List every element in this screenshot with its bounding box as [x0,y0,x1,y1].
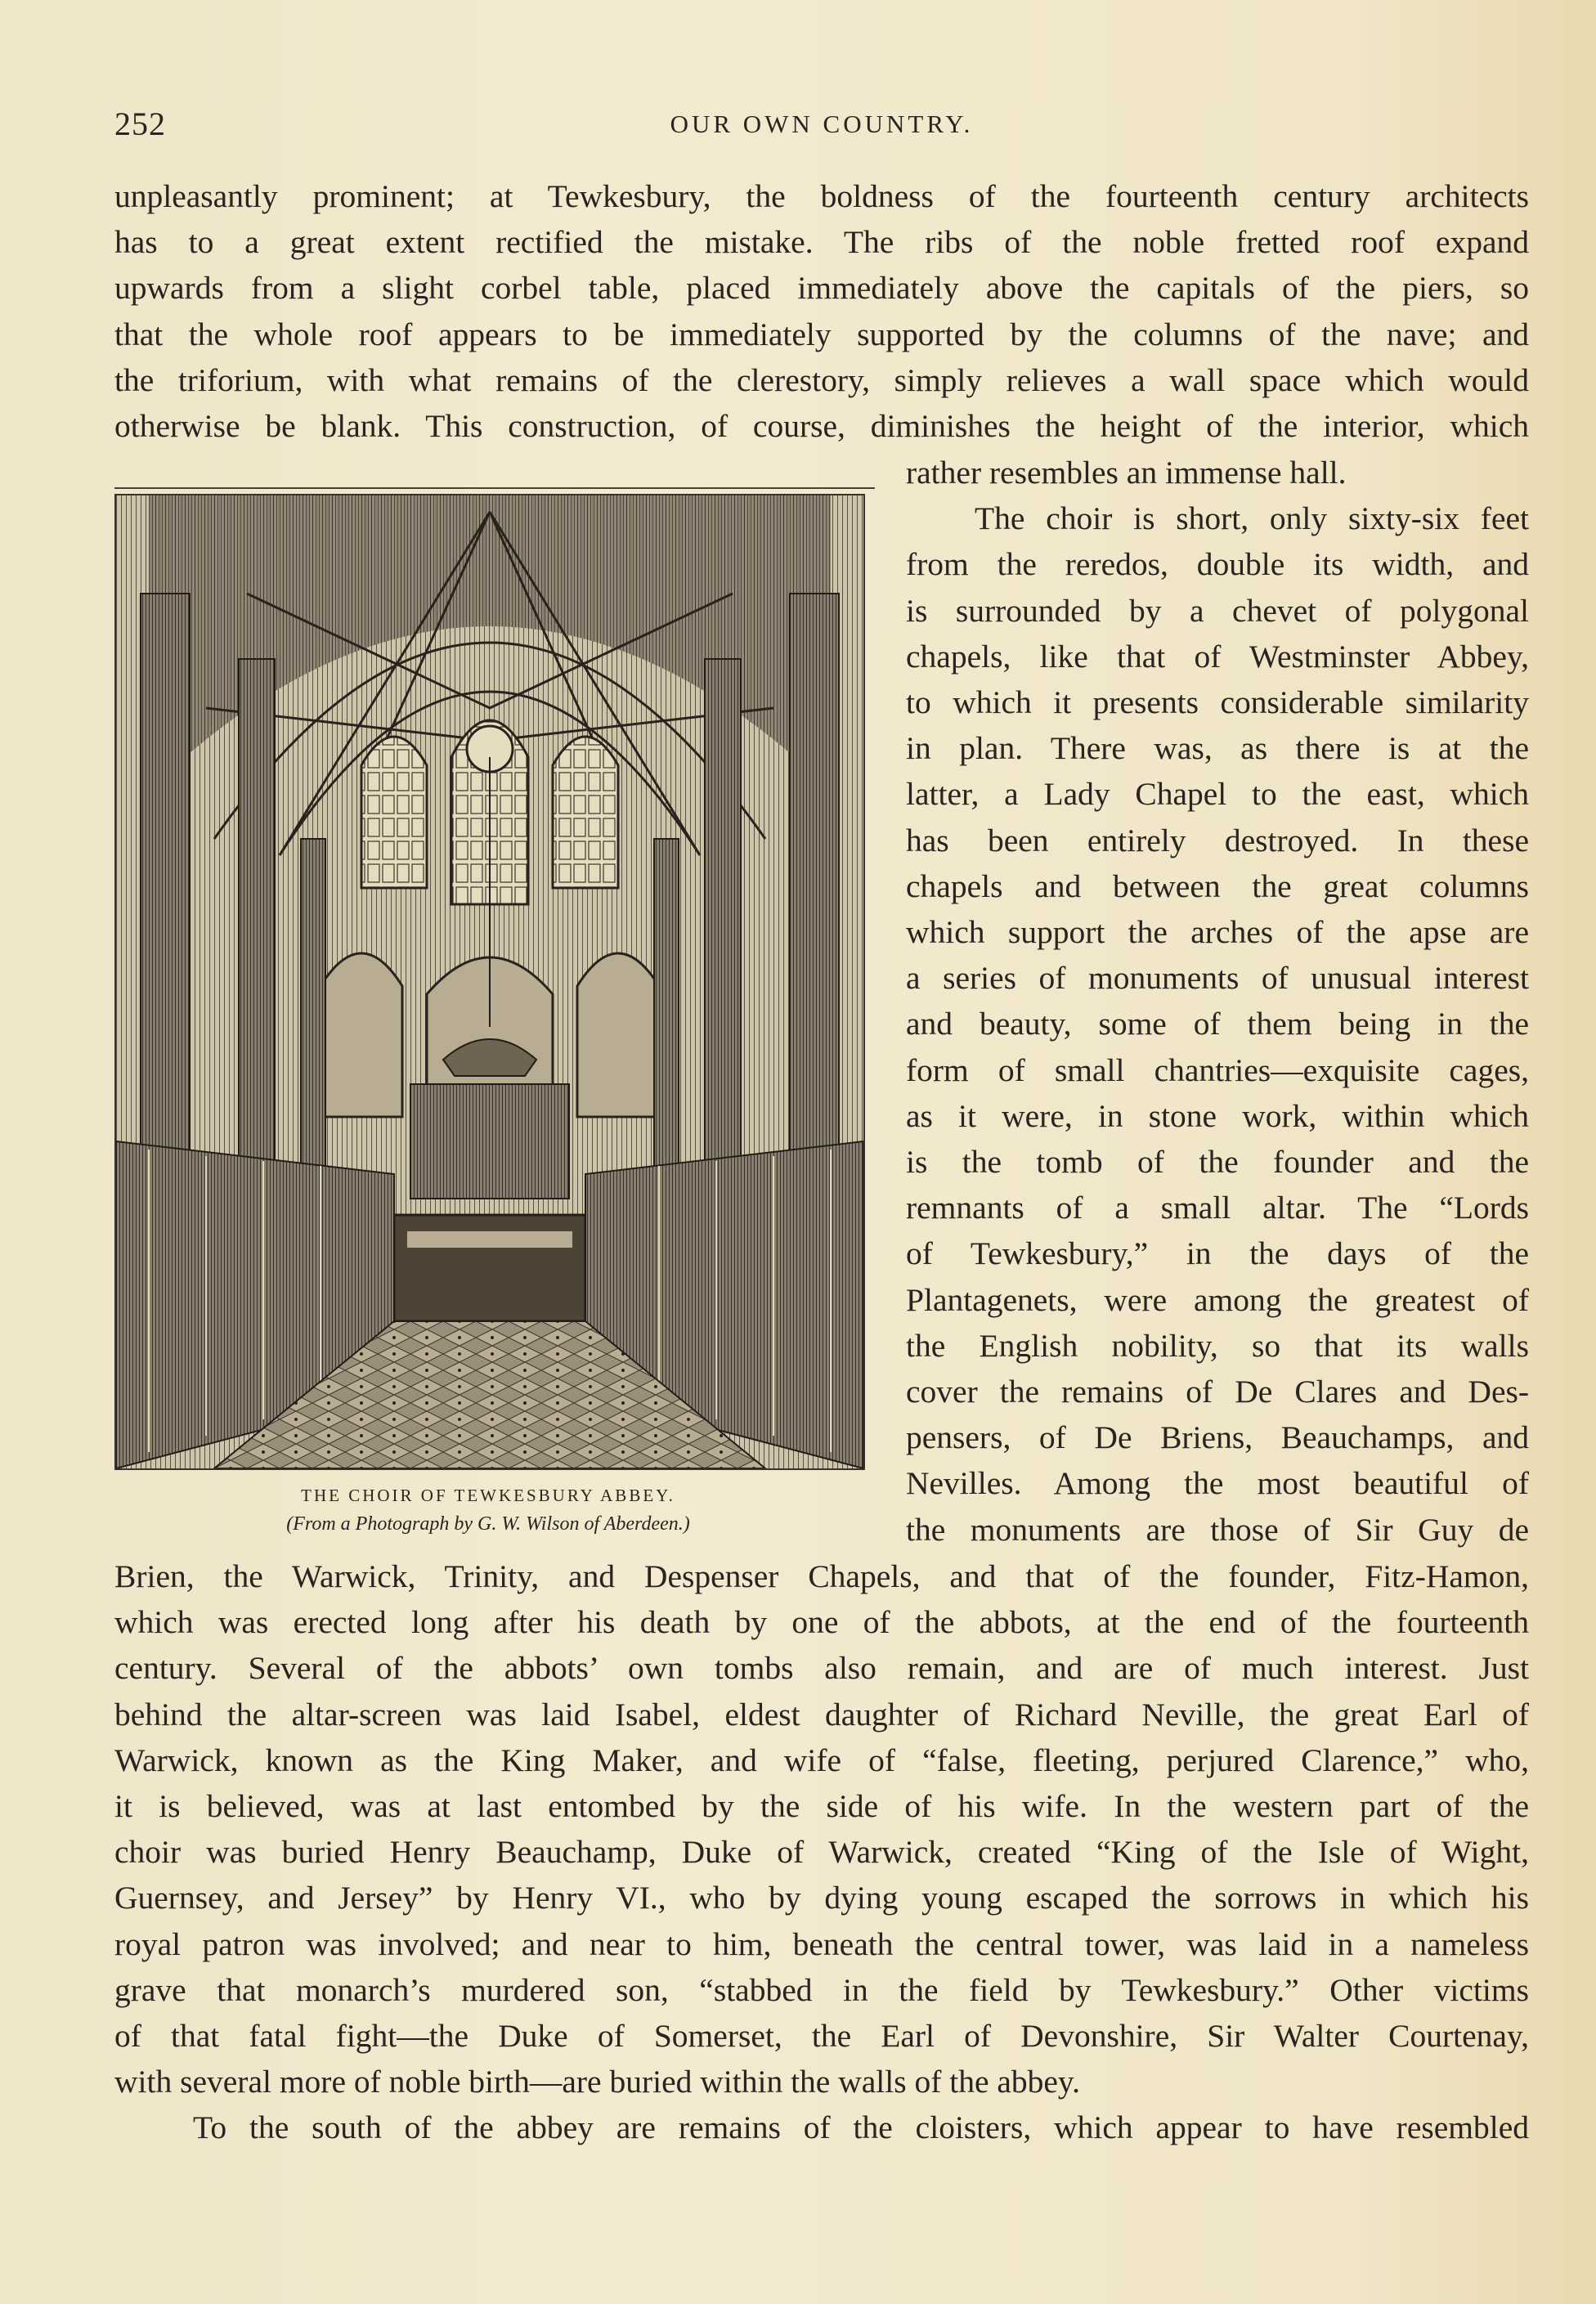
text-line: chapels, like that of Westminster Abbey, [906,638,1529,675]
illustration-top-rule [114,487,875,489]
illustration-caption [114,1481,862,1539]
text-line: which support the arches of the apse are [906,914,1529,951]
text-line: upwards from a slight corbel table, placed immediately above the capitals of the piers, so [114,270,1529,307]
page-number: 252 [114,105,166,142]
body-text-top [114,173,1529,449]
text-line: chapels and between the great columns [906,867,1529,904]
text-line: Plantagenets, were among the greatest of [906,1281,1529,1318]
text-line: unpleasantly prominent; at Tewkesbury, the boldness of the fourteenth century architects [114,178,1529,214]
caption-credit: (From a Photograph by G. W. Wilson of Aberdeen.) [286,1513,690,1535]
engraving-drawing [116,495,863,1468]
running-head [114,105,1529,146]
text-line: latter, a Lady Chapel to the east, which [906,776,1529,813]
text-line: the English nobility, so that its walls [906,1327,1529,1364]
body-text-bottom [114,1553,1529,2151]
text-line: with several more of noble birth—are buried within the walls of the abbey. [114,2064,1080,2100]
text-line: Nevilles. Among the most beautiful of [906,1465,1529,1502]
text-line: royal patron was involved; and near to him, beneath the central tower, was laid in a nameless [114,1925,1529,1962]
text-line: remnants of a small altar. The “Lords [906,1190,1529,1226]
text-line: century. Several of the abbots’ own tombs also remain, and are of much interest. Just [114,1650,1529,1687]
text-line: behind the altar-screen was laid Isabel, eldest daughter of Richard Neville, the great Earl of [114,1696,1529,1732]
text-line: otherwise be blank. This construction, of course, diminishes the height of the interior, which [114,408,1529,445]
text-line: has been entirely destroyed. In these [906,822,1529,858]
text-line: the triforium, with what remains of the clerestory, simply relieves a wall space which would [114,361,1529,398]
text-line: Warwick, known as the King Maker, and wife of “false, fleeting, perjured Clarence,” who, [114,1741,1529,1778]
text-line: from the reredos, double its width, and [906,546,1529,583]
text-line: Brien, the Warwick, Trinity, and Despenser Chapels, and that of the founder, Fitz-Hamon, [114,1558,1529,1594]
text-line: to which it presents considerable similarity [906,684,1529,721]
illustration-choir-engraving [114,494,865,1470]
text-line: rather resembles an immense hall. [906,455,1347,491]
text-line: cover the remains of De Clares and Des- [906,1374,1529,1410]
text-line [906,495,1529,541]
body-text-side-column [906,450,1529,1553]
text-line: in plan. There was, as there is at the [906,730,1529,767]
text-line: grave that monarch’s murdered son, “stabbed in the field by Tewkesbury.” Other victims [114,1971,1529,2008]
text-line: as it were, in stone work, within which [906,1097,1529,1134]
text-line: is surrounded by a chevet of polygonal [906,592,1529,629]
paragraph-start: The choir is short, only sixty-six feet [975,500,1529,537]
text-line: the monuments are those of Sir Guy de [906,1511,1529,1548]
text-line: is the tomb of the founder and the [906,1144,1529,1181]
text-line: it is believed, was at last entombed by the side of his wife. In the western part of the [114,1788,1529,1825]
paragraph-start: To the south of the abbey are remains of the cloisters, which appear to have resembled [193,2109,1529,2146]
text-line: of that fatal fight—the Duke of Somerset, the Earl of Devonshire, Sir Walter Courtenay, [114,2018,1529,2055]
text-line: has to a great extent rectified the mistake. The ribs of the noble fretted roof expand [114,224,1529,261]
text-line: of Tewkesbury,” in the days of the [906,1235,1529,1272]
running-title: OUR OWN COUNTRY. [670,110,974,138]
text-line: choir was buried Henry Beauchamp, Duke of Warwick, created “King of the Isle of Wight, [114,1834,1529,1871]
text-line: a series of monuments of unusual interest [906,960,1529,997]
text-line: that the whole roof appears to be immediately supported by the columns of the nave; and [114,316,1529,352]
text-line: and beauty, some of them being in the [906,1006,1529,1042]
text-line: pensers, of De Briens, Beauchamps, and [906,1419,1529,1456]
text-line [114,2105,1529,2150]
text-line: form of small chantries—exquisite cages, [906,1051,1529,1088]
caption-title: THE CHOIR OF TEWKESBURY ABBEY. [301,1486,675,1505]
text-line: Guernsey, and Jersey” by Henry VI., who by dying young escaped the sorrows in which his [114,1880,1529,1916]
text-line: which was erected long after his death by one of the abbots, at the end of the fourteenth [114,1604,1529,1641]
